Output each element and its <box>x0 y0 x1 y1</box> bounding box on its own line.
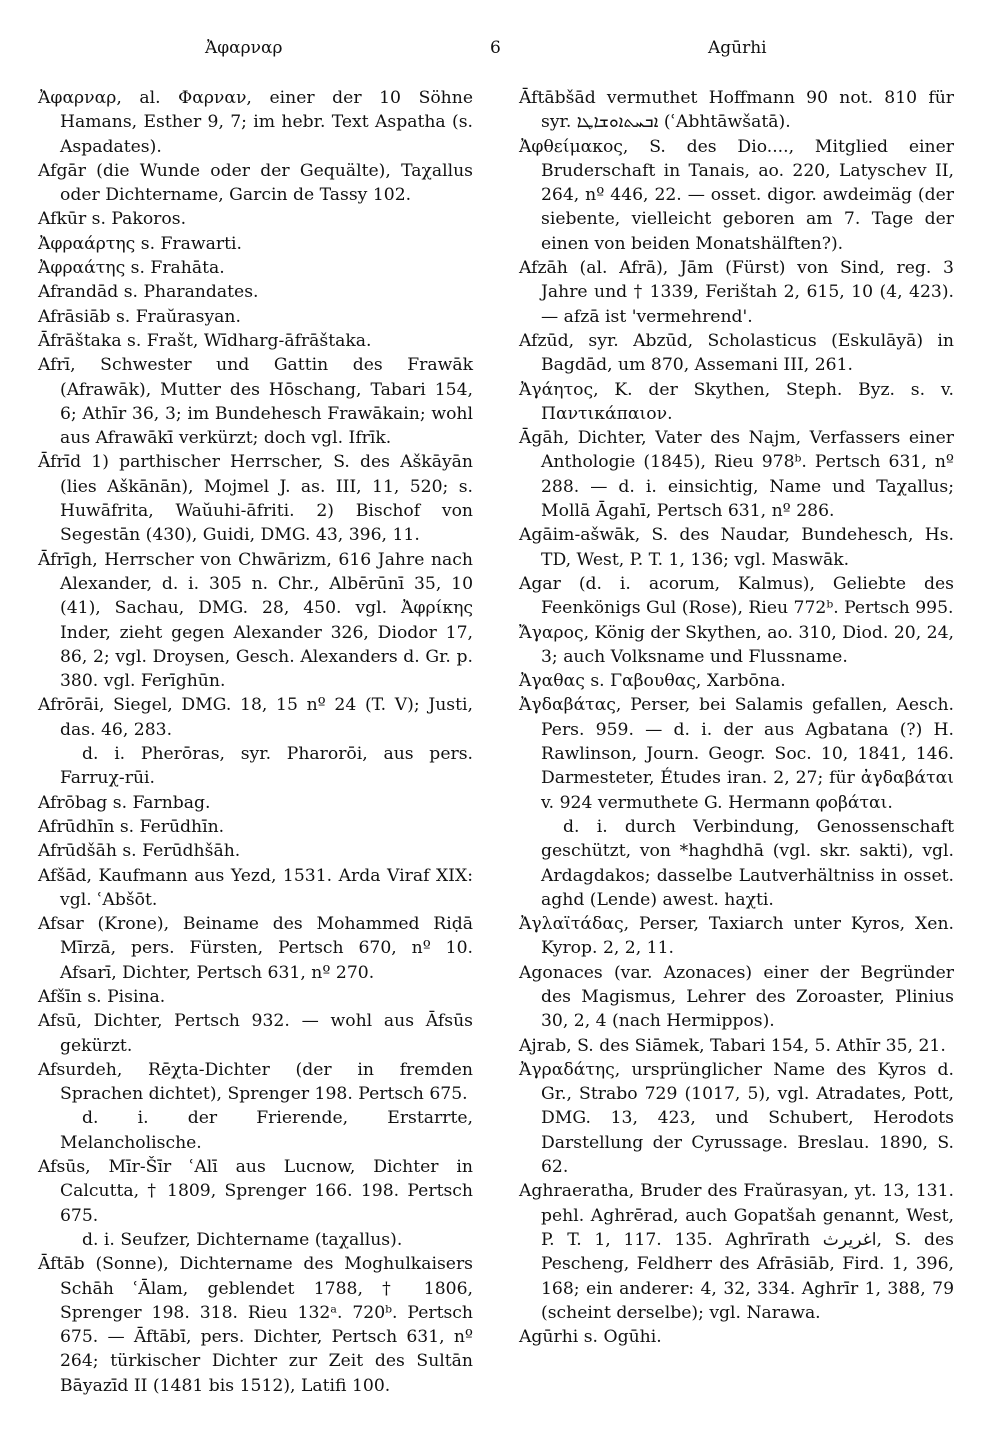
entry: Agar (d. i. acorum, Kalmus), Geliebte des Feenkönigs Gul (Rose), Rieu 772ᵇ. Pertsch 995. <box>519 573 954 619</box>
entry: Ἀγλαϊτάδας, Perser, Taxiarch unter Kyros, Xen. Kyrop. 2, 2, 11. <box>519 914 954 959</box>
right-column <box>519 86 954 1349</box>
entry: Afrōbag s. Farnbag. <box>38 792 211 813</box>
entry: Āfrīgh, Herrscher von Chwārizm, 616 Jahre nach Alexander, d. i. 305 n. Chr., Albērūnī 35, 10 (41), Sachau, DMG. 28, 450. vgl. Ἀφρίκης Inder, zieht gegen Alexander 326, Diodor 17, 86, 2; vgl. Droysen, Gesch. Alexanders d. Gr. p. 380. vgl. Ferīghūn. <box>38 549 473 692</box>
entry: Ἀφραάτης s. Frahāta. <box>38 258 225 279</box>
entry: Ἀφαρναρ, al. Φαρναν, einer der 10 Söhne Hamans, Esther 9, 7; im hebr. Text Aspatha (s. Aspadates). <box>38 88 473 157</box>
entry: Ἀγαθας s. Γαβουθας, Xarbōna. <box>519 671 786 692</box>
entry: Ἄγαρος, König der Skythen, ao. 310, Diod. 20, 24, 3; auch Volksname und Flussname. <box>519 622 954 667</box>
entry: Ἀφθείμακος, S. des Dio...., Mitglied einer Bruderschaft in Tanais, ao. 220, Latyschev II, 264, nº 446, 22. — osset. digor. awdeimäg (der siebente, vielleicht geboren am 7. Tage der einen von beiden Monatshälften?). <box>519 136 954 254</box>
running-head-right: Agūrhi <box>708 38 767 58</box>
entry: Aghraeratha, Bruder des Fraŭrasyan, yt. 13, 131. pehl. Aghrērad, auch Gopatšah genannt, West, P. T. 1, 117. 135. Aghrīrath اغريرث, S. des Pescheng, Feldherr des Afrāsiāb, Fird. 1, 396, 168; ein anderer: 4, 32, 334. Aghrīr 1, 388, 79 (scheint derselbe); vgl. Narawa. <box>519 1181 955 1323</box>
entry-note: d. i. der Frierende, Erstarrte, Melancholische. <box>60 1108 473 1153</box>
entry: Ἀφραάρτης s. Frawarti. <box>38 233 242 254</box>
entry: Afgār (die Wunde oder der Gequälte), Taχallus oder Dichtername, Garcin de Tassy 102. <box>38 160 473 206</box>
entry: Afsū, Dichter, Pertsch 932. — wohl aus Āfsūs gekürzt. <box>38 1011 473 1056</box>
entry: Āfrāštaka s. Frašt, Wīdharg-āfrāštaka. <box>38 330 372 351</box>
entry: Āfrīd 1) parthischer Herrscher, S. des Aškāyān (lies Aškānān), Mojmel J. as. III, 11, 520; s. Huwāfrita, Waŭuhi-āfriti. 2) Bischof von Segestān (430), Guidi, DMG. 43, 396, 11. <box>38 452 473 546</box>
entry: Ἀγραδάτης, ursprünglicher Name des Kyros d. Gr., Strabo 729 (1017, 5), vgl. Atradates, Pott, DMG. 13, 423, und Schubert, Herodots Darstellung der Cyrussage. Breslau. 1890, S. 62. <box>519 1059 954 1178</box>
page-number: 6 <box>490 38 501 58</box>
entry: Agāim-ašwāk, S. des Naudar, Bundehesch, Hs. TD, West, P. T. 1, 136; vgl. Maswāk. <box>519 525 954 570</box>
entry: Afsūs, Mīr-Šīr ʿAlī aus Lucnow, Dichter in Calcutta, † 1809, Sprenger 166. 198. Pertsch 675. <box>38 1157 473 1226</box>
entry: Afrōrāi, Siegel, DMG. 18, 15 nº 24 (T. V); Justi, das. 46, 283. <box>38 695 473 740</box>
entry: Afšīn s. Pisina. <box>38 986 166 1007</box>
entry-note: d. i. Pherōras, syr. Pharorōi, aus pers. Farruχ-rūi. <box>60 744 473 789</box>
entry: Afzūd, syr. Abzūd, Scholasticus (Eskulāyā) in Bagdād, um 870, Assemani III, 261. <box>519 330 954 376</box>
entry: Ajrab, S. des Siāmek, Tabari 154, 5. Athīr 35, 21. <box>519 1035 946 1056</box>
entry: Afrandād s. Pharandates. <box>38 282 259 303</box>
entry: Afzāh (al. Afrā), Jām (Fürst) von Sind, reg. 3 Jahre und † 1339, Ferištah 2, 615, 10 (4, 423). — afzā ist 'vermehrend'. <box>519 258 954 327</box>
entry: Ἀγδαβάτας, Perser, bei Salamis gefallen, Aesch. Pers. 959. — d. i. der aus Agbatana (?) H. Rawlinson, Journ. Geogr. Soc. 10, 1841, 146. Darmesteter, Études iran. 2, 27; für ἀγδαβάται v. 924 vermuthete G. Hermann φοβάται. <box>519 695 954 813</box>
entry: Afrūdšāh s. Ferūdhšāh. <box>38 841 241 862</box>
entry: Āftābšād vermuthet Hoffmann 90 not. 810 für syr. ܐܒܚܬܐܘܫܐܛܐ (ʿAbhtāwšatā). <box>519 88 954 133</box>
entry: Afrāsiāb s. Fraŭrasyan. <box>38 306 241 327</box>
entry: Afšād, Kaufmann aus Yezd, 1531. Arda Viraf XIX: vgl. ʿAbšōt. <box>38 865 473 910</box>
left-column <box>38 86 473 1398</box>
entry: Afsar (Krone), Beiname des Mohammed Riḍā Mīrzā, pers. Fürsten, Pertsch 670, nº 10. Afsarī, Dichter, Pertsch 631, nº 270. <box>38 914 473 983</box>
entry-note: d. i. durch Verbindung, Genossenschaft geschützt, von *haghdhā (vgl. skr. sakti), vgl. Ardagdakos; dasselbe Lautverhältniss in osset. aghd (Lende) awest. haχti. <box>541 816 954 910</box>
entry: Afsurdeh, Rēχta-Dichter (der in fremden Sprachen dichtet), Sprenger 198. Pertsch 675. <box>38 1059 473 1105</box>
entry: Afrūdhīn s. Ferūdhīn. <box>38 816 225 837</box>
entry-note: d. i. Seufzer, Dichtername (taχallus). <box>82 1229 403 1250</box>
entry: Āftāb (Sonne), Dichtername des Moghulkaisers Schāh ʿĀlam, geblendet 1788, † 1806, Sprenger 198. 318. Rieu 132ᵃ. 720ᵇ. Pertsch 675. — Āftābī, pers. Dichter, Pertsch 631, nº 264; türkischer Dichter zur Zeit des Sultān Bāyazīd II (1481 bis 1512), Latifi 100. <box>38 1254 473 1396</box>
entry: Agonaces (var. Azonaces) einer der Begründer des Magismus, Lehrer des Zoroaster, Plinius 30, 2, 4 (nach Hermippos). <box>519 962 954 1032</box>
entry: Afkūr s. Pakoros. <box>38 209 187 230</box>
entry: Āgāh, Dichter, Vater des Najm, Verfassers einer Anthologie (1845), Rieu 978ᵇ. Pertsch 631, nº 288. — d. i. einsichtig, Name und Taχallus; Mollā Āgahī, Pertsch 631, nº 286. <box>519 428 954 522</box>
entry: Agūrhi s. Ogūhi. <box>519 1327 662 1348</box>
entry: Ἀγάητος, K. der Skythen, Steph. Byz. s. v. Παντικάπαιον. <box>519 379 954 424</box>
entry: Afrī, Schwester und Gattin des Frawāk (Afrawāk), Mutter des Hōschang, Tabari 154, 6; Athīr 36, 3; im Bundehesch Frawākain; wohl aus Afrawākī verkürzt; doch vgl. Ifrīk. <box>38 355 473 449</box>
running-head-left: Ἀφαρναρ <box>205 38 283 58</box>
